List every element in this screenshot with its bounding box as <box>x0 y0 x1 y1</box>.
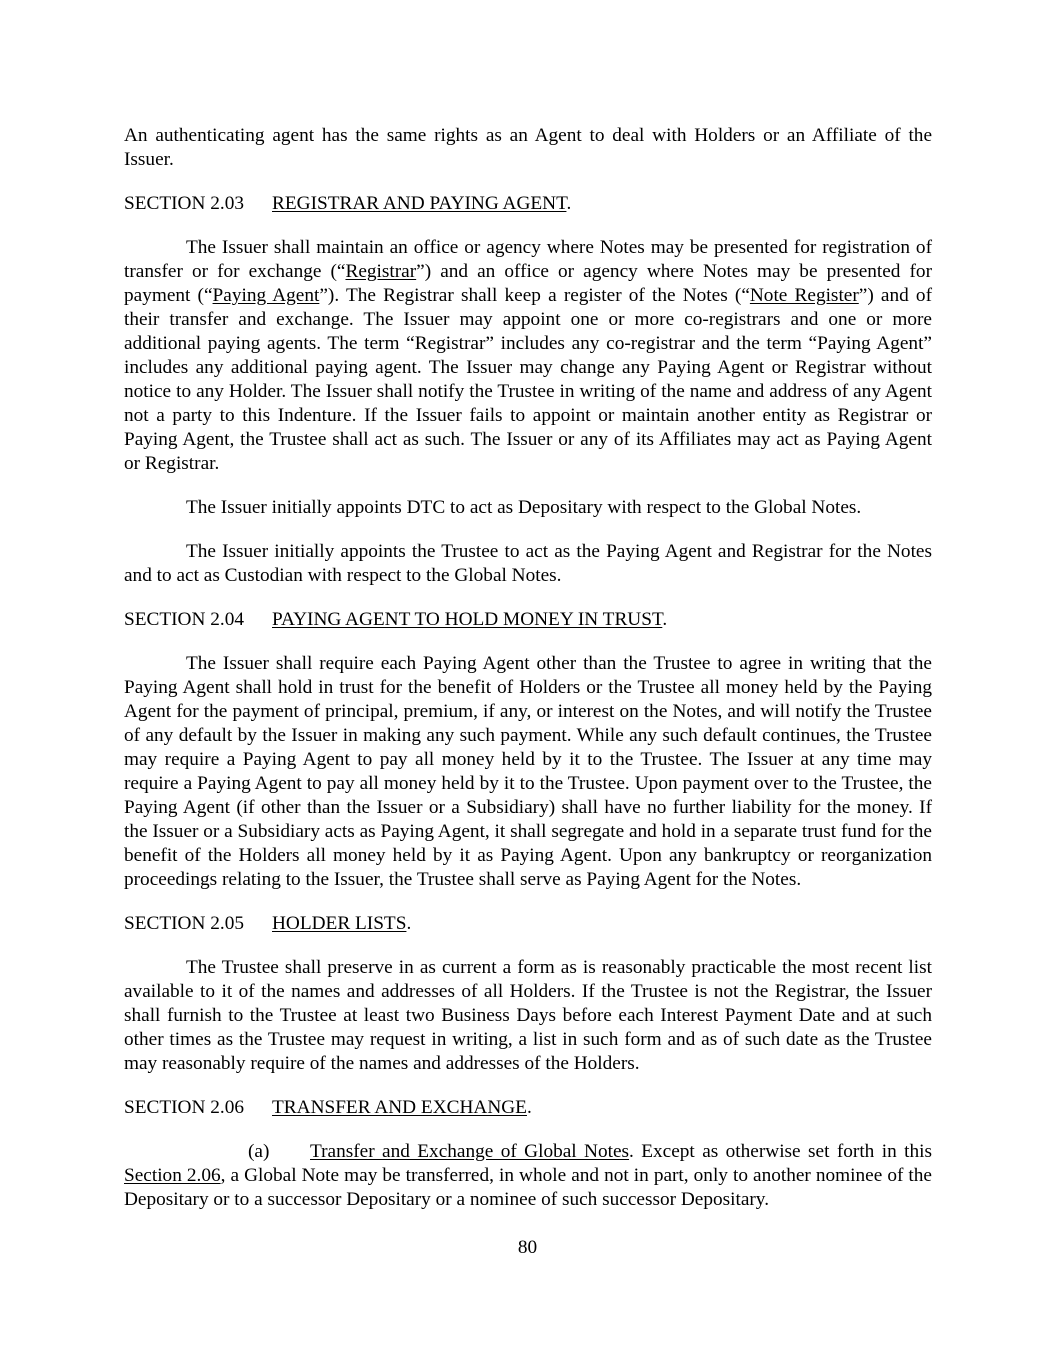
section-2-03-heading <box>124 192 932 216</box>
section-2-03-paragraph-1 <box>124 236 932 476</box>
subsection-title: Transfer and Exchange of Global Notes <box>310 1141 630 1162</box>
subsection-label: (a) <box>248 1141 270 1162</box>
section-title-period: . <box>662 609 668 630</box>
text-run: ”) and an office or agency where Notes may be presented for payment (“ <box>124 261 932 306</box>
section-title: PAYING AGENT TO HOLD MONEY IN TRUST <box>272 609 663 630</box>
defined-term-registrar: Registrar <box>345 261 417 282</box>
section-2-05-heading <box>124 912 932 936</box>
section-title: TRANSFER AND EXCHANGE <box>272 1097 527 1118</box>
section-reference-link: Section 2.06 <box>124 1165 221 1186</box>
section-2-06-subsection-a <box>124 1140 932 1212</box>
section-number: SECTION 2.06 <box>124 1097 244 1118</box>
section-title-period: . <box>566 193 572 214</box>
defined-term-paying-agent: Paying Agent <box>212 285 320 306</box>
text-run: The Issuer shall maintain an office or agency where Notes may be presented for registration of transfer or for exchange (“ <box>124 237 932 282</box>
text-run: ”). The Registrar shall keep a register of the Notes (“ <box>319 285 750 306</box>
page-number: 80 <box>517 1237 538 1258</box>
text-run: , a Global Note may be transferred, in whole and not in part, only to another nominee of the Depositary or to a successor Depositary or a nominee of such successor Depositary. <box>124 1165 932 1210</box>
section-title: REGISTRAR AND PAYING AGENT <box>272 193 567 214</box>
section-2-03-paragraph-3: The Issuer initially appoints the Trustee to act as the Paying Agent and Registrar for the Notes and to act as Custodian with respect to the Global Notes. <box>124 541 932 586</box>
section-title-period: . <box>406 913 412 934</box>
section-number: SECTION 2.05 <box>124 913 244 934</box>
text-run: . Except as otherwise set forth in this <box>629 1141 932 1162</box>
defined-term-note-register: Note Register <box>749 285 859 306</box>
page-body <box>124 124 932 1212</box>
section-2-03-paragraph-2: The Issuer initially appoints DTC to act as Depositary with respect to the Global Notes. <box>186 497 862 518</box>
section-2-06-heading <box>124 1096 932 1120</box>
intro-paragraph: An authenticating agent has the same rights as an Agent to deal with Holders or an Affiliate of the Issuer. <box>124 125 932 170</box>
section-2-04-heading <box>124 608 932 632</box>
section-title: HOLDER LISTS <box>272 913 407 934</box>
section-title-period: . <box>526 1097 532 1118</box>
section-2-05-paragraph-1: The Trustee shall preserve in as current a form as is reasonably practicable the most recent list available to it of the names and addresses of all Holders. If the Trustee is not the Registrar, the Issuer shall furnish to the Trustee at least two Business Days before each Interest Payment Date and at such other times as the Trustee may request in writing, a list in such form and as of such date as the Trustee may reasonably require of the names and addresses of the Holders. <box>124 957 932 1074</box>
section-number: SECTION 2.03 <box>124 193 244 214</box>
section-2-04-paragraph-1: The Issuer shall require each Paying Agent other than the Trustee to agree in writing that the Paying Agent shall hold in trust for the benefit of Holders or the Trustee all money held by the Paying Agent for the payment of principal, premium, if any, or interest on the Notes, and will notify the Trustee of any default by the Issuer in making any such payment. While any such default continues, the Trustee may require a Paying Agent to pay all money held by it to the Trustee. The Issuer at any time may require a Paying Agent to pay all money held by it to the Trustee. Upon payment over to the Trustee, the Paying Agent (if other than the Issuer or a Subsidiary) shall have no further liability for the money. If the Issuer or a Subsidiary acts as Paying Agent, it shall segregate and hold in a separate trust fund for the benefit of the Holders all money held by it as Paying Agent. Upon any bankruptcy or reorganization proceedings relating to the Issuer, the Trustee shall serve as Paying Agent for the Notes. <box>124 653 932 890</box>
section-number: SECTION 2.04 <box>124 609 244 630</box>
text-run: ”) and of their transfer and exchange. The Issuer may appoint one or more co-registrars and one or more additional paying agents. The term “Registrar” includes any co-registrar and the term “Paying Agent” includes any additional paying agent. The Issuer may change any Paying Agent or Registrar without notice to any Holder. The Issuer shall notify the Trustee in writing of the name and address of any Agent not a party to this Indenture. If the Issuer fails to appoint or maintain another entity as Registrar or Paying Agent, the Trustee shall act as such. The Issuer or any of its Affiliates may act as Paying Agent or Registrar. <box>124 285 932 474</box>
